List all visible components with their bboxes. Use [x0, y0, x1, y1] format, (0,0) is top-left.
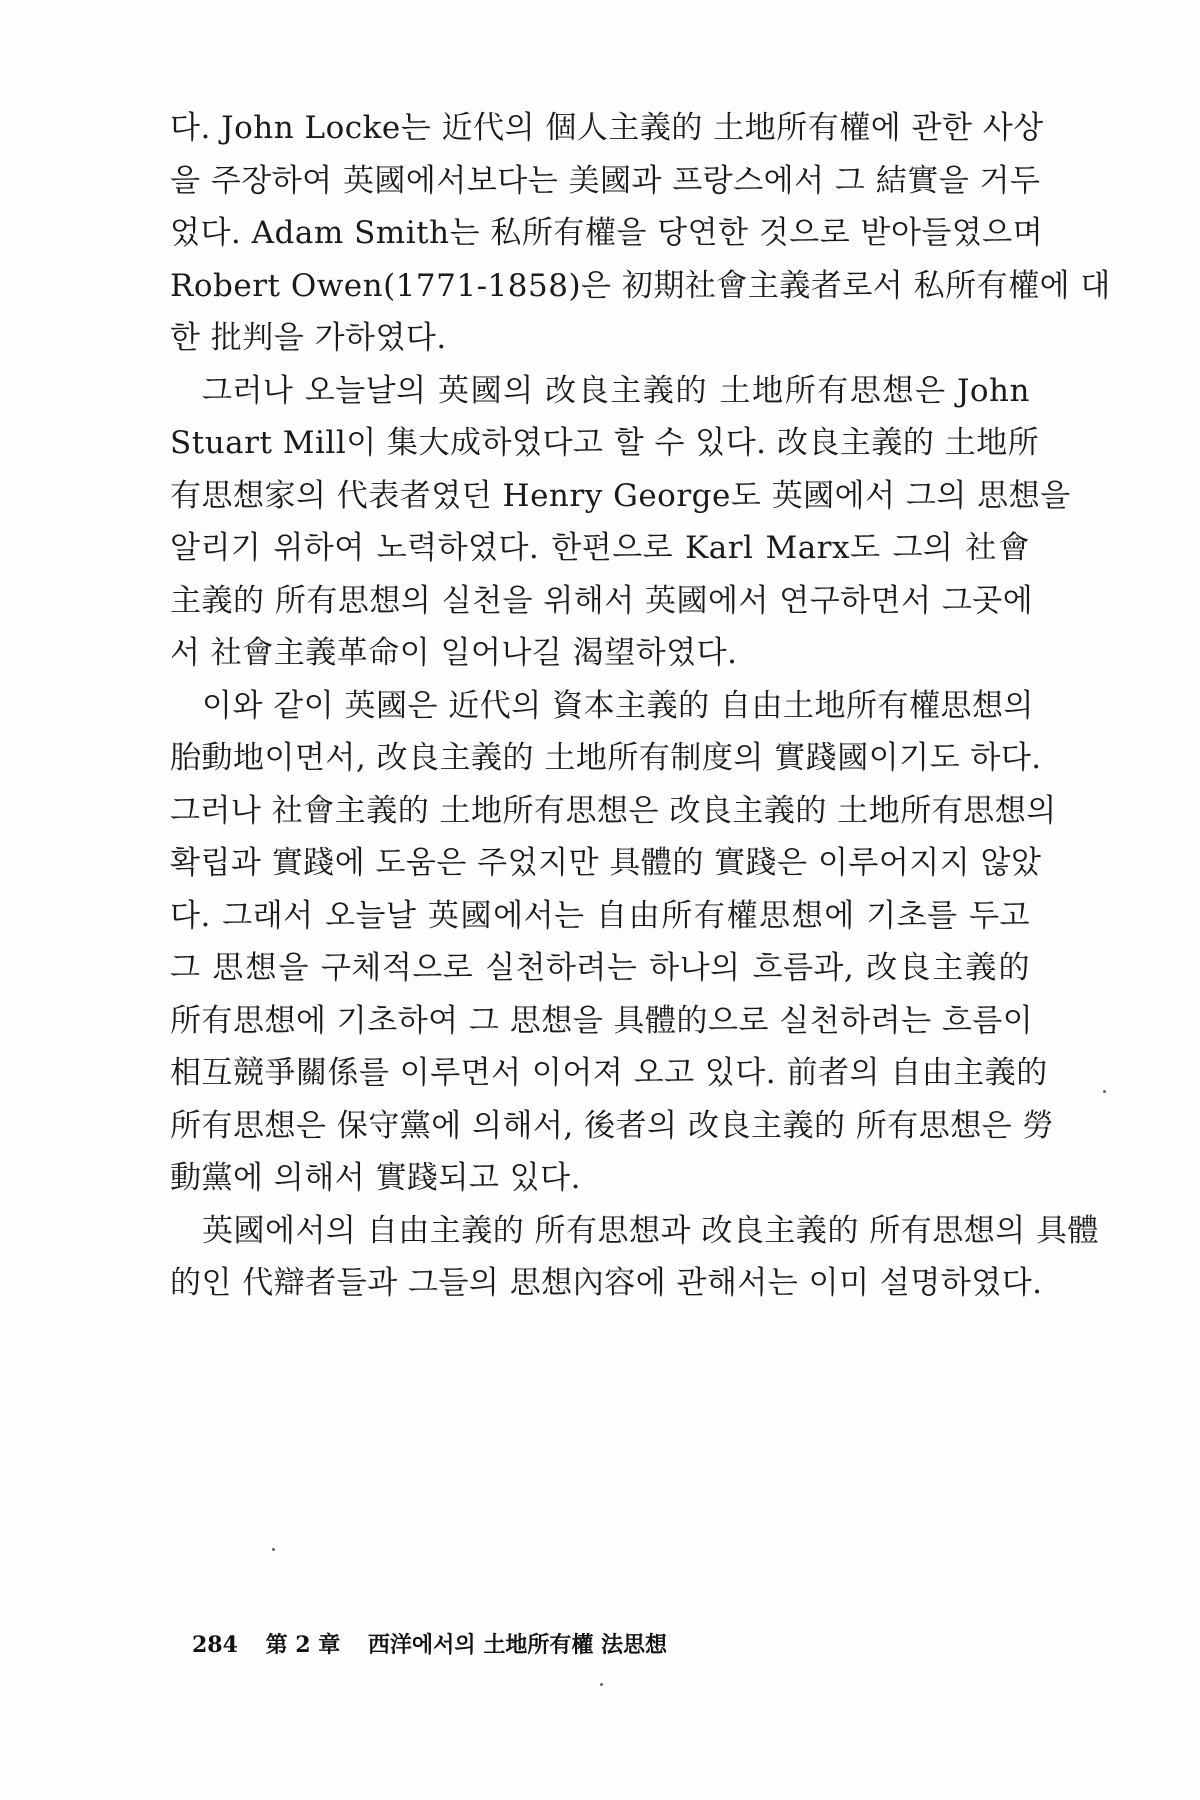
chapter-label: 第 2 章 [265, 1632, 341, 1658]
paragraph-3 [170, 680, 1057, 1205]
page-number: 284 [192, 1632, 238, 1658]
body-text [170, 102, 1111, 1310]
text-line: 을 주장하여 英國에서보다는 美國과 프랑스에서 그 結實을 거두 [170, 162, 1041, 199]
text-line: 이와 같이 英國은 近代의 資本主義的 自由土地所有權思想의 [202, 687, 1034, 724]
text-line: 서 社會主義革命이 일어나길 渴望하였다. [170, 635, 738, 671]
text-line: 었다. Adam Smith는 私所有權을 당연한 것으로 받아들였으며 [170, 215, 1044, 251]
scan-speck [1103, 1090, 1106, 1093]
page-footer [192, 1628, 687, 1659]
text-line: 的인 代辯者들과 그들의 思想內容에 관해서는 이미 설명하였다. [170, 1265, 1043, 1301]
text-line: 그러나 오늘날의 英國의 改良主義的 土地所有思想은 John [202, 372, 1030, 409]
text-line: 다. 그래서 오늘날 英國에서는 自由所有權思想에 기초를 두고 [170, 897, 1030, 934]
text-line: 有思想家의 代表者였던 Henry George도 英國에서 그의 思想을 [170, 477, 1071, 514]
text-line: 다. John Locke는 近代의 個人主義的 土地所有權에 관한 사상 [170, 110, 1044, 146]
text-line: 胎動地이면서, 改良主義的 土地所有制度의 實踐國이기도 하다. [170, 740, 1042, 776]
text-line: 動黨에 의해서 實踐되고 있다. [170, 1160, 581, 1196]
text-line: Robert Owen(1771-1858)은 初期社會主義者로서 私所有權에 대 [170, 267, 1111, 304]
text-line: 相互競爭關係를 이루면서 이어져 오고 있다. 前者의 自由主義的 [170, 1055, 1048, 1091]
text-line: Stuart Mill이 集大成하였다고 할 수 있다. 改良主義的 土地所 [170, 425, 1040, 461]
paragraph-2 [170, 365, 1071, 680]
scan-speck [600, 1683, 603, 1686]
text-line: 主義的 所有思想의 실천을 위해서 英國에서 연구하면서 그곳에 [170, 582, 1034, 619]
text-line: 그 思想을 구체적으로 실천하려는 하나의 흐름과, 改良主義的 [170, 950, 1030, 986]
paragraph-1 [170, 102, 1111, 365]
text-line: 확립과 實踐에 도움은 주었지만 具體的 實踐은 이루어지지 않았 [170, 845, 1042, 881]
text-line: 所有思想에 기초하여 그 思想을 具體的으로 실천하려는 흐름이 [170, 1002, 1034, 1039]
text-line: 英國에서의 自由主義的 所有思想과 改良主義的 所有思想의 具體 [202, 1212, 1099, 1249]
text-line: 所有思想은 保守黨에 의해서, 後者의 改良主義的 所有思想은 勞 [170, 1107, 1055, 1144]
running-title: 西洋에서의 土地所有權 法思想 [367, 1632, 667, 1658]
text-line: 한 批判을 가하였다. [170, 320, 447, 356]
paragraph-4 [170, 1205, 1099, 1310]
text-line: 알리기 위하여 노력하였다. 한편으로 Karl Marx도 그의 社會 [170, 530, 1030, 566]
scan-speck [272, 1548, 275, 1551]
text-line: 그러나 社會主義的 土地所有思想은 改良主義的 土地所有思想의 [170, 792, 1057, 829]
